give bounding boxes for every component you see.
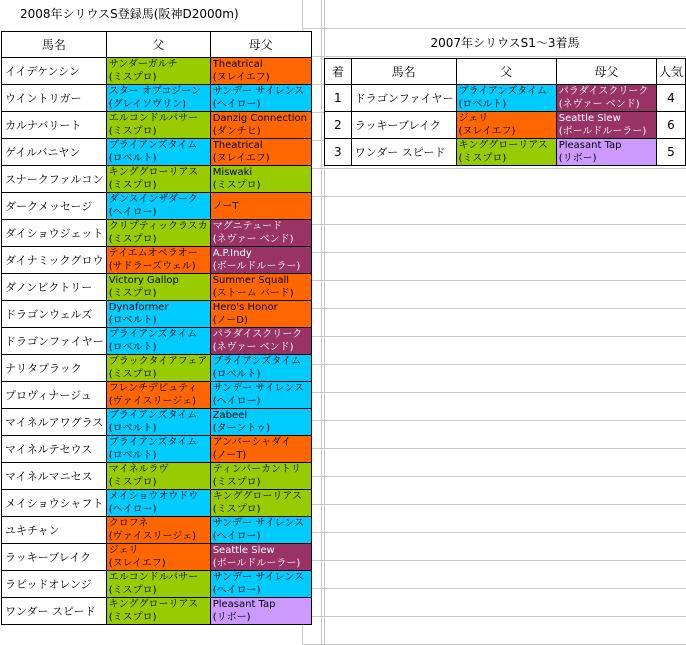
damsire-cell-name: アンバーシャダイ (212, 437, 291, 448)
damsire-cell-line: (ロベルト) (212, 369, 261, 380)
finish-rank: 1 (325, 85, 352, 112)
damsire-cell-name: サンデー サイレンス (212, 383, 305, 394)
past-results-table (324, 58, 686, 166)
horse-name: ダークメッセージ (2, 193, 107, 220)
damsire-cell (210, 463, 311, 490)
sire-cell-line: (ヌレイエフ) (108, 558, 166, 569)
damsire-cell (210, 436, 311, 463)
damsire-cell-line: (ネヴァー ベンド) (212, 234, 294, 245)
sire-cell (106, 517, 210, 544)
entry-row (2, 139, 312, 166)
sire-cell-name: マイネルラヴ (108, 464, 169, 475)
entry-row (2, 301, 312, 328)
past-horse-name: ワンダー スピード (351, 139, 456, 166)
horse-name: ゲイルバニヤン (2, 139, 107, 166)
sire-cell (106, 220, 210, 247)
sire-cell-line: (ミスプロ) (108, 477, 157, 488)
horse-name: ワンダー スピード (2, 598, 107, 625)
sire-cell-line: (ロベルト) (108, 423, 157, 434)
damsire-cell-name: Zabeel (212, 410, 248, 421)
sire-cell (106, 598, 210, 625)
sire-cell-name: Dynaformer (108, 302, 169, 313)
sire-cell (106, 139, 210, 166)
sire-cell-name: クリプティックラスカ (108, 221, 208, 232)
entry-row (2, 328, 312, 355)
sire-cell-line: (ヘイロー) (108, 207, 157, 218)
sire-cell (106, 409, 210, 436)
entry-row (2, 274, 312, 301)
past-row (325, 139, 686, 166)
entry-row (2, 355, 312, 382)
damsire-cell (210, 598, 311, 625)
damsire-cell (210, 274, 311, 301)
damsire-cell-line: (ヌレイエフ) (212, 72, 270, 83)
sire-cell (106, 301, 210, 328)
sire-cell-line: (ヘイロー) (108, 504, 157, 515)
entry-row (2, 436, 312, 463)
damsire-cell (210, 382, 311, 409)
damsire-cell (210, 544, 311, 571)
damsire-cell (210, 517, 311, 544)
damsire-cell (210, 166, 311, 193)
sire-cell (106, 382, 210, 409)
header-damsire: 母父 (210, 32, 311, 58)
damsire-cell-name: Theatrical (212, 140, 263, 151)
damsire-cell-line: (ストーム バード) (212, 288, 294, 299)
sire-cell (106, 193, 210, 220)
sire-cell-line: (ミスプロ) (108, 585, 157, 596)
sire-cell-line: (ロベルト) (108, 450, 157, 461)
past-damsire-cell-line: (リボー) (558, 153, 597, 164)
past-sire-cell (456, 112, 556, 139)
sire-cell-name: ブラックタイアフェア (108, 356, 208, 367)
damsire-cell (210, 247, 311, 274)
damsire-cell (210, 328, 311, 355)
header-horse-name: 馬名 (2, 32, 107, 58)
damsire-cell-name: A.P.Indy (212, 248, 252, 259)
horse-name: ウイントリガー (2, 85, 107, 112)
damsire-cell-line: (ヌレイエフ) (212, 153, 270, 164)
horse-name: ラピッドオレンジ (2, 571, 107, 598)
damsire-cell-name: ティンバーカントリ (212, 464, 301, 475)
past-damsire-cell-name: Seattle Slew (558, 113, 621, 124)
sire-cell-name: メイショウオウドウ (108, 491, 199, 502)
damsire-cell-name: Summer Squall (212, 275, 290, 286)
header-rank: 着 (325, 59, 352, 85)
header-past-damsire: 母父 (556, 59, 656, 85)
damsire-cell-name: Seattle Slew (212, 545, 275, 556)
sire-cell (106, 166, 210, 193)
damsire-cell-line: (ミスプロ) (212, 477, 261, 488)
damsire-cell-line: (ミスプロ) (212, 504, 261, 515)
past-sire-cell-name: ブライアンズタイム (458, 86, 547, 97)
sire-cell (106, 544, 210, 571)
horse-name: ドラゴンウェルズ (2, 301, 107, 328)
damsire-cell-line: (リボー) (212, 612, 251, 623)
sire-cell-line: (ロベルト) (108, 315, 157, 326)
entry-row (2, 112, 312, 139)
damsire-cell-name: Danzig Connection (212, 113, 307, 124)
past-damsire-cell-name: Pleasant Tap (558, 140, 622, 151)
damsire-cell-line: (ノーT) (212, 450, 247, 461)
sire-cell-line: (ロベルト) (108, 342, 157, 353)
past-row (325, 85, 686, 112)
damsire-cell-name: パラダイスクリーク (212, 329, 303, 340)
horse-name: ナリタプラック (2, 355, 107, 382)
entry-row (2, 166, 312, 193)
damsire-cell-name: Theatrical (212, 59, 263, 70)
damsire-cell-name: ノーT (212, 200, 239, 212)
damsire-cell (210, 571, 311, 598)
sire-cell-name: エルコンドルパサー (108, 113, 199, 124)
sire-cell-name: テイエムオペラオー (108, 248, 198, 259)
horse-name: スナークファルコン (2, 166, 107, 193)
damsire-cell-line: (ヘイロー) (212, 396, 261, 407)
sire-cell-name: エルコンドルパサー (108, 572, 199, 583)
past-sire-cell (456, 139, 556, 166)
damsire-cell (210, 220, 311, 247)
damsire-cell-line: (ヘイロー) (212, 99, 261, 110)
sire-cell (106, 355, 210, 382)
damsire-cell-name: キンググローリアス (212, 491, 302, 502)
damsire-cell (210, 409, 311, 436)
past-horse-name: ラッキーブレイク (351, 112, 456, 139)
entries-header-row (2, 32, 312, 58)
past-damsire-cell (556, 112, 656, 139)
damsire-cell-line: (ターントゥ) (212, 423, 271, 434)
past-damsire-cell (556, 139, 656, 166)
horse-name: マイネルアワグラス (2, 409, 107, 436)
sire-cell-name: クロフネ (108, 518, 149, 529)
past-results-title: 2007年シリウスS1～3着馬 (430, 36, 580, 50)
sire-cell-name: ブライアンズタイム (108, 410, 198, 421)
damsire-cell (210, 139, 311, 166)
horse-name: ダイナミックグロウ (2, 247, 107, 274)
entry-row (2, 247, 312, 274)
header-sire: 父 (106, 32, 210, 58)
header-popularity: 人気 (656, 59, 685, 85)
header-past-horse-name: 馬名 (351, 59, 456, 85)
horse-name: ダノンビクトリー (2, 274, 107, 301)
past-damsire-cell (556, 85, 656, 112)
past-damsire-cell-line: (ネヴァー ベンド) (558, 99, 640, 110)
past-horse-name: ドラゴンファイヤー (351, 85, 456, 112)
sire-cell (106, 85, 210, 112)
sire-cell (106, 490, 210, 517)
popularity: 5 (656, 139, 685, 166)
entry-row (2, 409, 312, 436)
damsire-cell-line: (ボールドルーラー) (212, 558, 301, 569)
sire-cell-line: (ミスプロ) (108, 234, 157, 245)
damsire-cell-name: マグニテュード (212, 221, 283, 232)
horse-name: ラッキーブレイク (2, 544, 107, 571)
sire-cell-line: (ミスプロ) (108, 369, 157, 380)
sire-cell-name: キンググローリアス (108, 599, 199, 610)
sire-cell (106, 247, 210, 274)
popularity: 4 (656, 85, 685, 112)
horse-name: カルナバリート (2, 112, 107, 139)
damsire-cell-name: ブライアンズタイム (212, 356, 302, 367)
damsire-cell-line: (ミスプロ) (212, 180, 261, 191)
sire-cell-name: ジェリ (108, 545, 139, 556)
past-sire-cell-name: ジェリ (458, 113, 489, 124)
horse-name: プロヴィナージュ (2, 382, 107, 409)
damsire-cell-name: Pleasant Tap (212, 599, 276, 610)
sire-cell-name: スター オブコジーン (108, 86, 201, 97)
horse-name: ドラゴンファイヤー (2, 328, 107, 355)
damsire-cell-name: サンデー サイレンス (212, 86, 305, 97)
entry-row (2, 490, 312, 517)
horse-name: マイネルテセウス (2, 436, 107, 463)
header-past-sire: 父 (456, 59, 556, 85)
damsire-cell-line: (ネヴァー ベンド) (212, 342, 294, 353)
damsire-cell-line: (ダンチヒ) (212, 126, 261, 137)
damsire-cell-name: Miswaki (212, 167, 253, 178)
past-sire-cell-name: キンググローリアス (458, 140, 548, 151)
damsire-cell (210, 301, 311, 328)
popularity: 6 (656, 112, 685, 139)
damsire-cell (210, 193, 311, 220)
sire-cell (106, 112, 210, 139)
past-damsire-cell-line: (ボールドルーラー) (558, 126, 647, 137)
entry-row (2, 517, 312, 544)
past-damsire-cell-name: パラダイスクリーク (558, 86, 649, 97)
damsire-cell (210, 85, 311, 112)
damsire-cell (210, 490, 311, 517)
entries-table (1, 31, 312, 625)
sire-cell-line: (グレイソヴリン) (108, 99, 187, 110)
damsire-cell-name: サンデー サイレンス (212, 518, 305, 529)
horse-name: メイショウシャフト (2, 490, 107, 517)
sire-cell-line: (ヴァイスリージェ) (108, 396, 196, 407)
entry-row (2, 598, 312, 625)
sire-cell-name: ブライアンズタイム (108, 329, 198, 340)
horse-name: マイネルマニセス (2, 463, 107, 490)
sire-cell-name: ブライアンズタイム (108, 140, 198, 151)
entry-row (2, 220, 312, 247)
finish-rank: 3 (325, 139, 352, 166)
damsire-cell-line: (ノーD) (212, 315, 248, 326)
past-header-row (325, 59, 686, 85)
horse-name: ダイショウジェット (2, 220, 107, 247)
damsire-cell (210, 112, 311, 139)
past-sire-cell-line: (ヌレイエフ) (458, 126, 516, 137)
past-sire-cell-line: (ミスプロ) (458, 153, 507, 164)
finish-rank: 2 (325, 112, 352, 139)
sire-cell-line: (ミスプロ) (108, 72, 157, 83)
damsire-cell-name: Hero's Honor (212, 302, 278, 313)
sire-cell (106, 571, 210, 598)
sire-cell-line: (ヴァイスリージェ) (108, 531, 196, 542)
sheet-title: 2008年シリウスS登録馬(阪神D2000m) (20, 7, 239, 21)
entry-row (2, 382, 312, 409)
damsire-cell (210, 58, 311, 85)
sire-cell-line: (ミスプロ) (108, 612, 157, 623)
entry-row (2, 463, 312, 490)
sire-cell-line: (ミスプロ) (108, 180, 157, 191)
sire-cell (106, 274, 210, 301)
past-sire-cell (456, 85, 556, 112)
damsire-cell-line: (ヘイロー) (212, 531, 261, 542)
damsire-cell-name: サンデー サイレンス (212, 572, 305, 583)
entry-row (2, 85, 312, 112)
past-row (325, 112, 686, 139)
damsire-cell-line: (ボールドルーラー) (212, 261, 301, 272)
sire-cell-line: (サドラーズウェル) (108, 261, 196, 272)
entry-row (2, 544, 312, 571)
sire-cell (106, 463, 210, 490)
sire-cell-line: (ミスプロ) (108, 288, 157, 299)
horse-name: イイデケンシン (2, 58, 107, 85)
entry-row (2, 58, 312, 85)
damsire-cell (210, 355, 311, 382)
damsire-cell-line: (ヘイロー) (212, 585, 261, 596)
sire-cell-name: サンダーガルチ (108, 59, 178, 70)
entry-row (2, 193, 312, 220)
sire-cell-line: (ロベルト) (108, 153, 157, 164)
sire-cell-name: ダンスインザダーク (108, 194, 198, 205)
entry-row (2, 571, 312, 598)
sire-cell-name: キンググローリアス (108, 167, 199, 178)
sire-cell (106, 58, 210, 85)
horse-name: ユキチャン (2, 517, 107, 544)
past-sire-cell-line: (ロベルト) (458, 99, 507, 110)
sire-cell-line: (ミスプロ) (108, 126, 157, 137)
sire-cell-name: フレンチデピュティ (108, 383, 198, 394)
sire-cell (106, 436, 210, 463)
sire-cell-name: ブライアンズタイム (108, 437, 198, 448)
sire-cell (106, 328, 210, 355)
sire-cell-name: Victory Gallop (108, 275, 179, 286)
